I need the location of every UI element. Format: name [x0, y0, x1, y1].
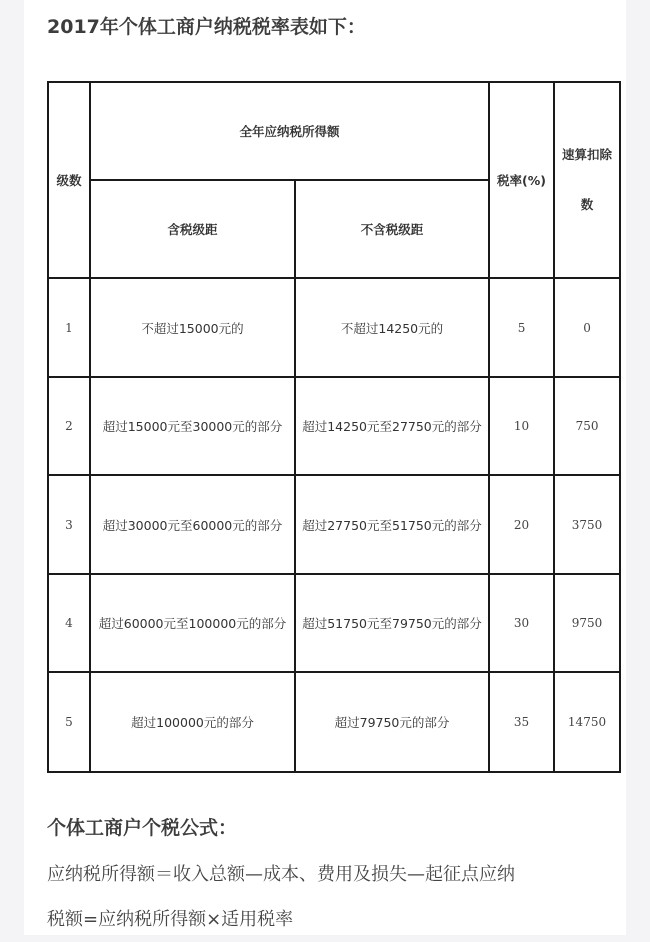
table-row [48, 672, 620, 772]
formula-paragraph [47, 852, 622, 942]
cell-deduction: 9750 [554, 574, 620, 672]
cell-level: 1 [48, 278, 90, 377]
header-level: 级数 [48, 82, 90, 278]
page-title: 2017年个体工商户纳税税率表如下： [47, 16, 366, 38]
cell-with-tax: 超过60000元至100000元的部分 [90, 574, 295, 672]
cell-rate: 35 [489, 672, 554, 772]
cell-rate: 20 [489, 475, 554, 574]
cell-deduction: 750 [554, 377, 620, 475]
cell-without-tax: 超过51750元至79750元的部分 [295, 574, 489, 672]
cell-deduction: 0 [554, 278, 620, 377]
tax-rate-table [47, 81, 621, 773]
formula-line-2: 税额=应纳税所得额×适用税率 [47, 909, 294, 930]
table-row [48, 377, 620, 475]
cell-with-tax: 超过30000元至60000元的部分 [90, 475, 295, 574]
table-row [48, 475, 620, 574]
cell-level: 3 [48, 475, 90, 574]
header-deduction [554, 82, 620, 278]
cell-deduction: 14750 [554, 672, 620, 772]
header-with-tax: 含税级距 [90, 180, 295, 278]
table-row [48, 574, 620, 672]
cell-with-tax: 超过100000元的部分 [90, 672, 295, 772]
cell-without-tax: 超过14250元至27750元的部分 [295, 377, 489, 475]
formula-line-1: 应纳税所得额＝收入总额—成本、费用及损失—起征点应纳 [47, 864, 515, 885]
header-rate: 税率(%) [489, 82, 554, 278]
cell-rate: 10 [489, 377, 554, 475]
cell-without-tax: 超过79750元的部分 [295, 672, 489, 772]
formula-title: 个体工商户个税公式： [47, 817, 238, 839]
cell-rate: 5 [489, 278, 554, 377]
header-deduction-line2: 数 [580, 197, 594, 212]
table-row [48, 278, 620, 377]
cell-rate: 30 [489, 574, 554, 672]
cell-deduction: 3750 [554, 475, 620, 574]
cell-with-tax: 超过15000元至30000元的部分 [90, 377, 295, 475]
header-without-tax: 不含税级距 [295, 180, 489, 278]
header-deduction-line1: 速算扣除 [562, 147, 613, 162]
cell-without-tax: 不超过14250元的 [295, 278, 489, 377]
cell-without-tax: 超过27750元至51750元的部分 [295, 475, 489, 574]
cell-level: 4 [48, 574, 90, 672]
cell-level: 5 [48, 672, 90, 772]
header-income-group: 全年应纳税所得额 [90, 82, 489, 180]
cell-with-tax: 不超过15000元的 [90, 278, 295, 377]
cell-level: 2 [48, 377, 90, 475]
